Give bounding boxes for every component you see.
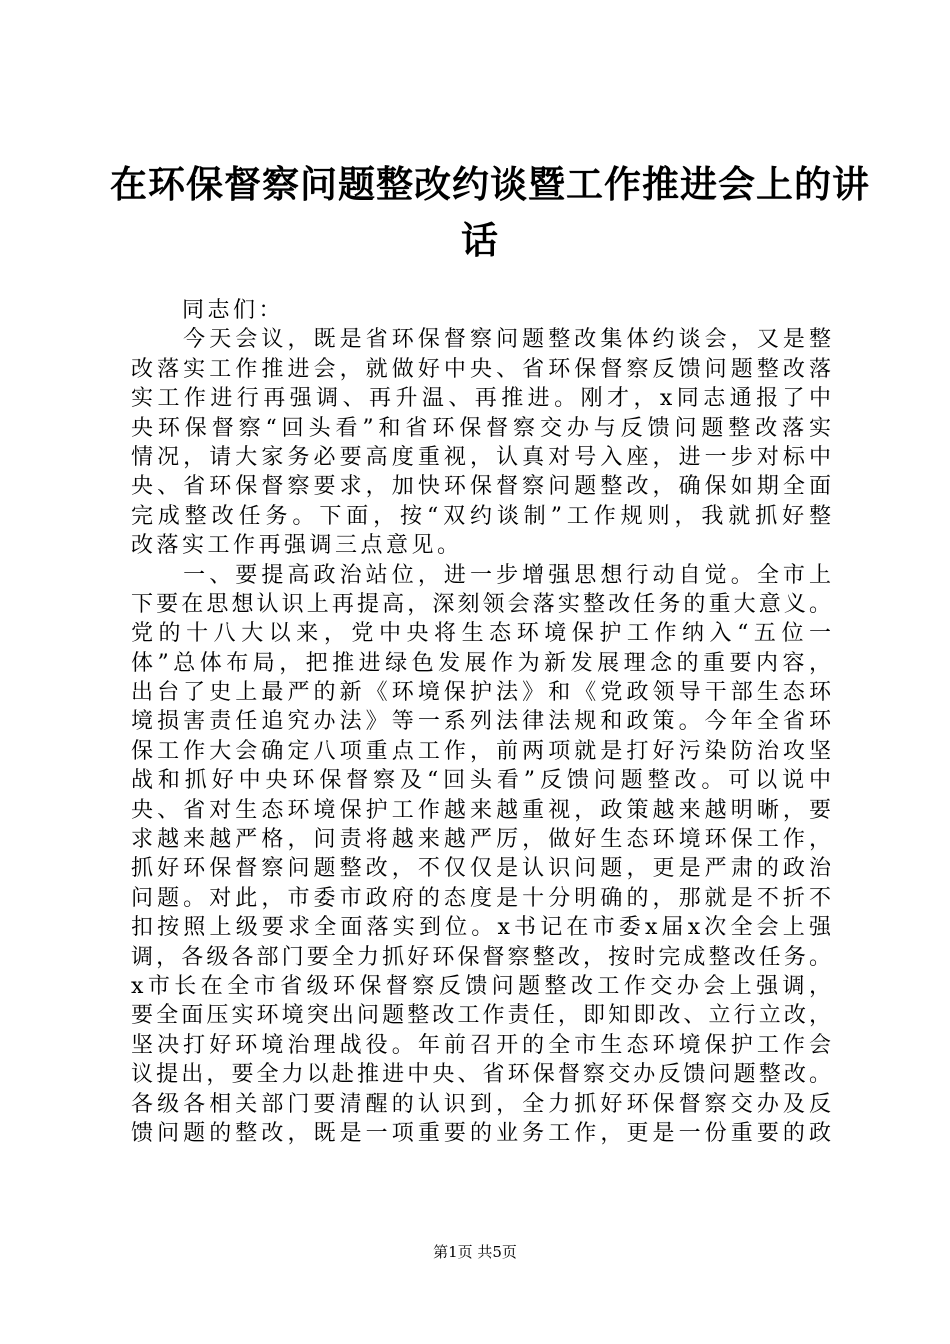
body-line: x市长在全市省级环保督察反馈问题整改工作交办会上强调，	[131, 973, 831, 999]
speech-body	[131, 296, 831, 1148]
body-line: 扣按照上级要求全面落实到位。x书记在市委x届x次全会上强	[131, 915, 831, 941]
body-line: 保工作大会确定八项重点工作，前两项就是打好污染防治攻坚	[131, 738, 831, 764]
body-line: 实工作进行再强调、再升温、再推进。刚才，x同志通报了中	[131, 386, 831, 412]
body-line: 要全面压实环境突出问题整改工作责任，即知即改、立行立改，	[131, 1003, 831, 1029]
body-line: 出台了史上最严的新《环境保护法》和《党政领导干部生态环	[131, 680, 831, 706]
body-line: 央、省对生态环境保护工作越来越重视，政策越来越明晰，要	[131, 797, 831, 823]
body-line: 下要在思想认识上再提高，深刻领会落实整改任务的重大意义。	[131, 591, 831, 617]
body-line: 一、要提高政治站位，进一步增强思想行动自觉。全市上	[131, 562, 831, 588]
body-line: 央环保督察“回头看”和省环保督察交办与反馈问题整改落实	[131, 415, 831, 441]
body-line: 今天会议，既是省环保督察问题整改集体约谈会，又是整	[131, 327, 831, 353]
body-line: 馈问题的整改，既是一项重要的业务工作，更是一份重要的政	[131, 1120, 831, 1146]
body-line: 议提出，要全力以赴推进中央、省环保督察交办反馈问题整改。	[131, 1062, 831, 1088]
body-line: 战和抓好中央环保督察及“回头看”反馈问题整改。可以说中	[131, 768, 831, 794]
body-line: 央、省环保督察要求，加快环保督察问题整改，确保如期全面	[131, 474, 831, 500]
body-line: 问题。对此，市委市政府的态度是十分明确的，那就是不折不	[131, 885, 831, 911]
title-line-1: 在环保督察问题整改约谈暨工作推进会上的讲	[110, 162, 870, 206]
body-line: 调，各级各部门要全力抓好环保督察整改，按时完成整改任务。	[131, 944, 831, 970]
body-line: 改落实工作再强调三点意见。	[131, 533, 463, 559]
body-line: 境损害责任追究办法》等一系列法律法规和政策。今年全省环	[131, 709, 831, 735]
page-number-footer: 第1页 共5页	[433, 1243, 517, 1261]
body-line: 体”总体布局，把推进绿色发展作为新发展理念的重要内容，	[131, 650, 831, 676]
body-line: 党的十八大以来，党中央将生态环境保护工作纳入“五位一	[131, 621, 831, 647]
body-line: 完成整改任务。下面，按“双约谈制”工作规则，我就抓好整	[131, 503, 831, 529]
body-line: 改落实工作推进会，就做好中央、省环保督察反馈问题整改落	[131, 356, 831, 382]
body-line: 求越来越严格，问责将越来越严厉，做好生态环境环保工作，	[131, 827, 831, 853]
document-title	[110, 156, 870, 268]
body-line: 坚决打好环境治理战役。年前召开的全市生态环境保护工作会	[131, 1032, 831, 1058]
title-line-2: 话	[461, 218, 499, 262]
body-line: 各级各相关部门要清醒的认识到，全力抓好环保督察交办及反	[131, 1091, 831, 1117]
body-line: 抓好环保督察问题整改，不仅仅是认识问题，更是严肃的政治	[131, 856, 831, 882]
body-line: 同志们：	[131, 298, 285, 323]
body-line: 情况，请大家务必要高度重视，认真对号入座，进一步对标中	[131, 444, 831, 470]
